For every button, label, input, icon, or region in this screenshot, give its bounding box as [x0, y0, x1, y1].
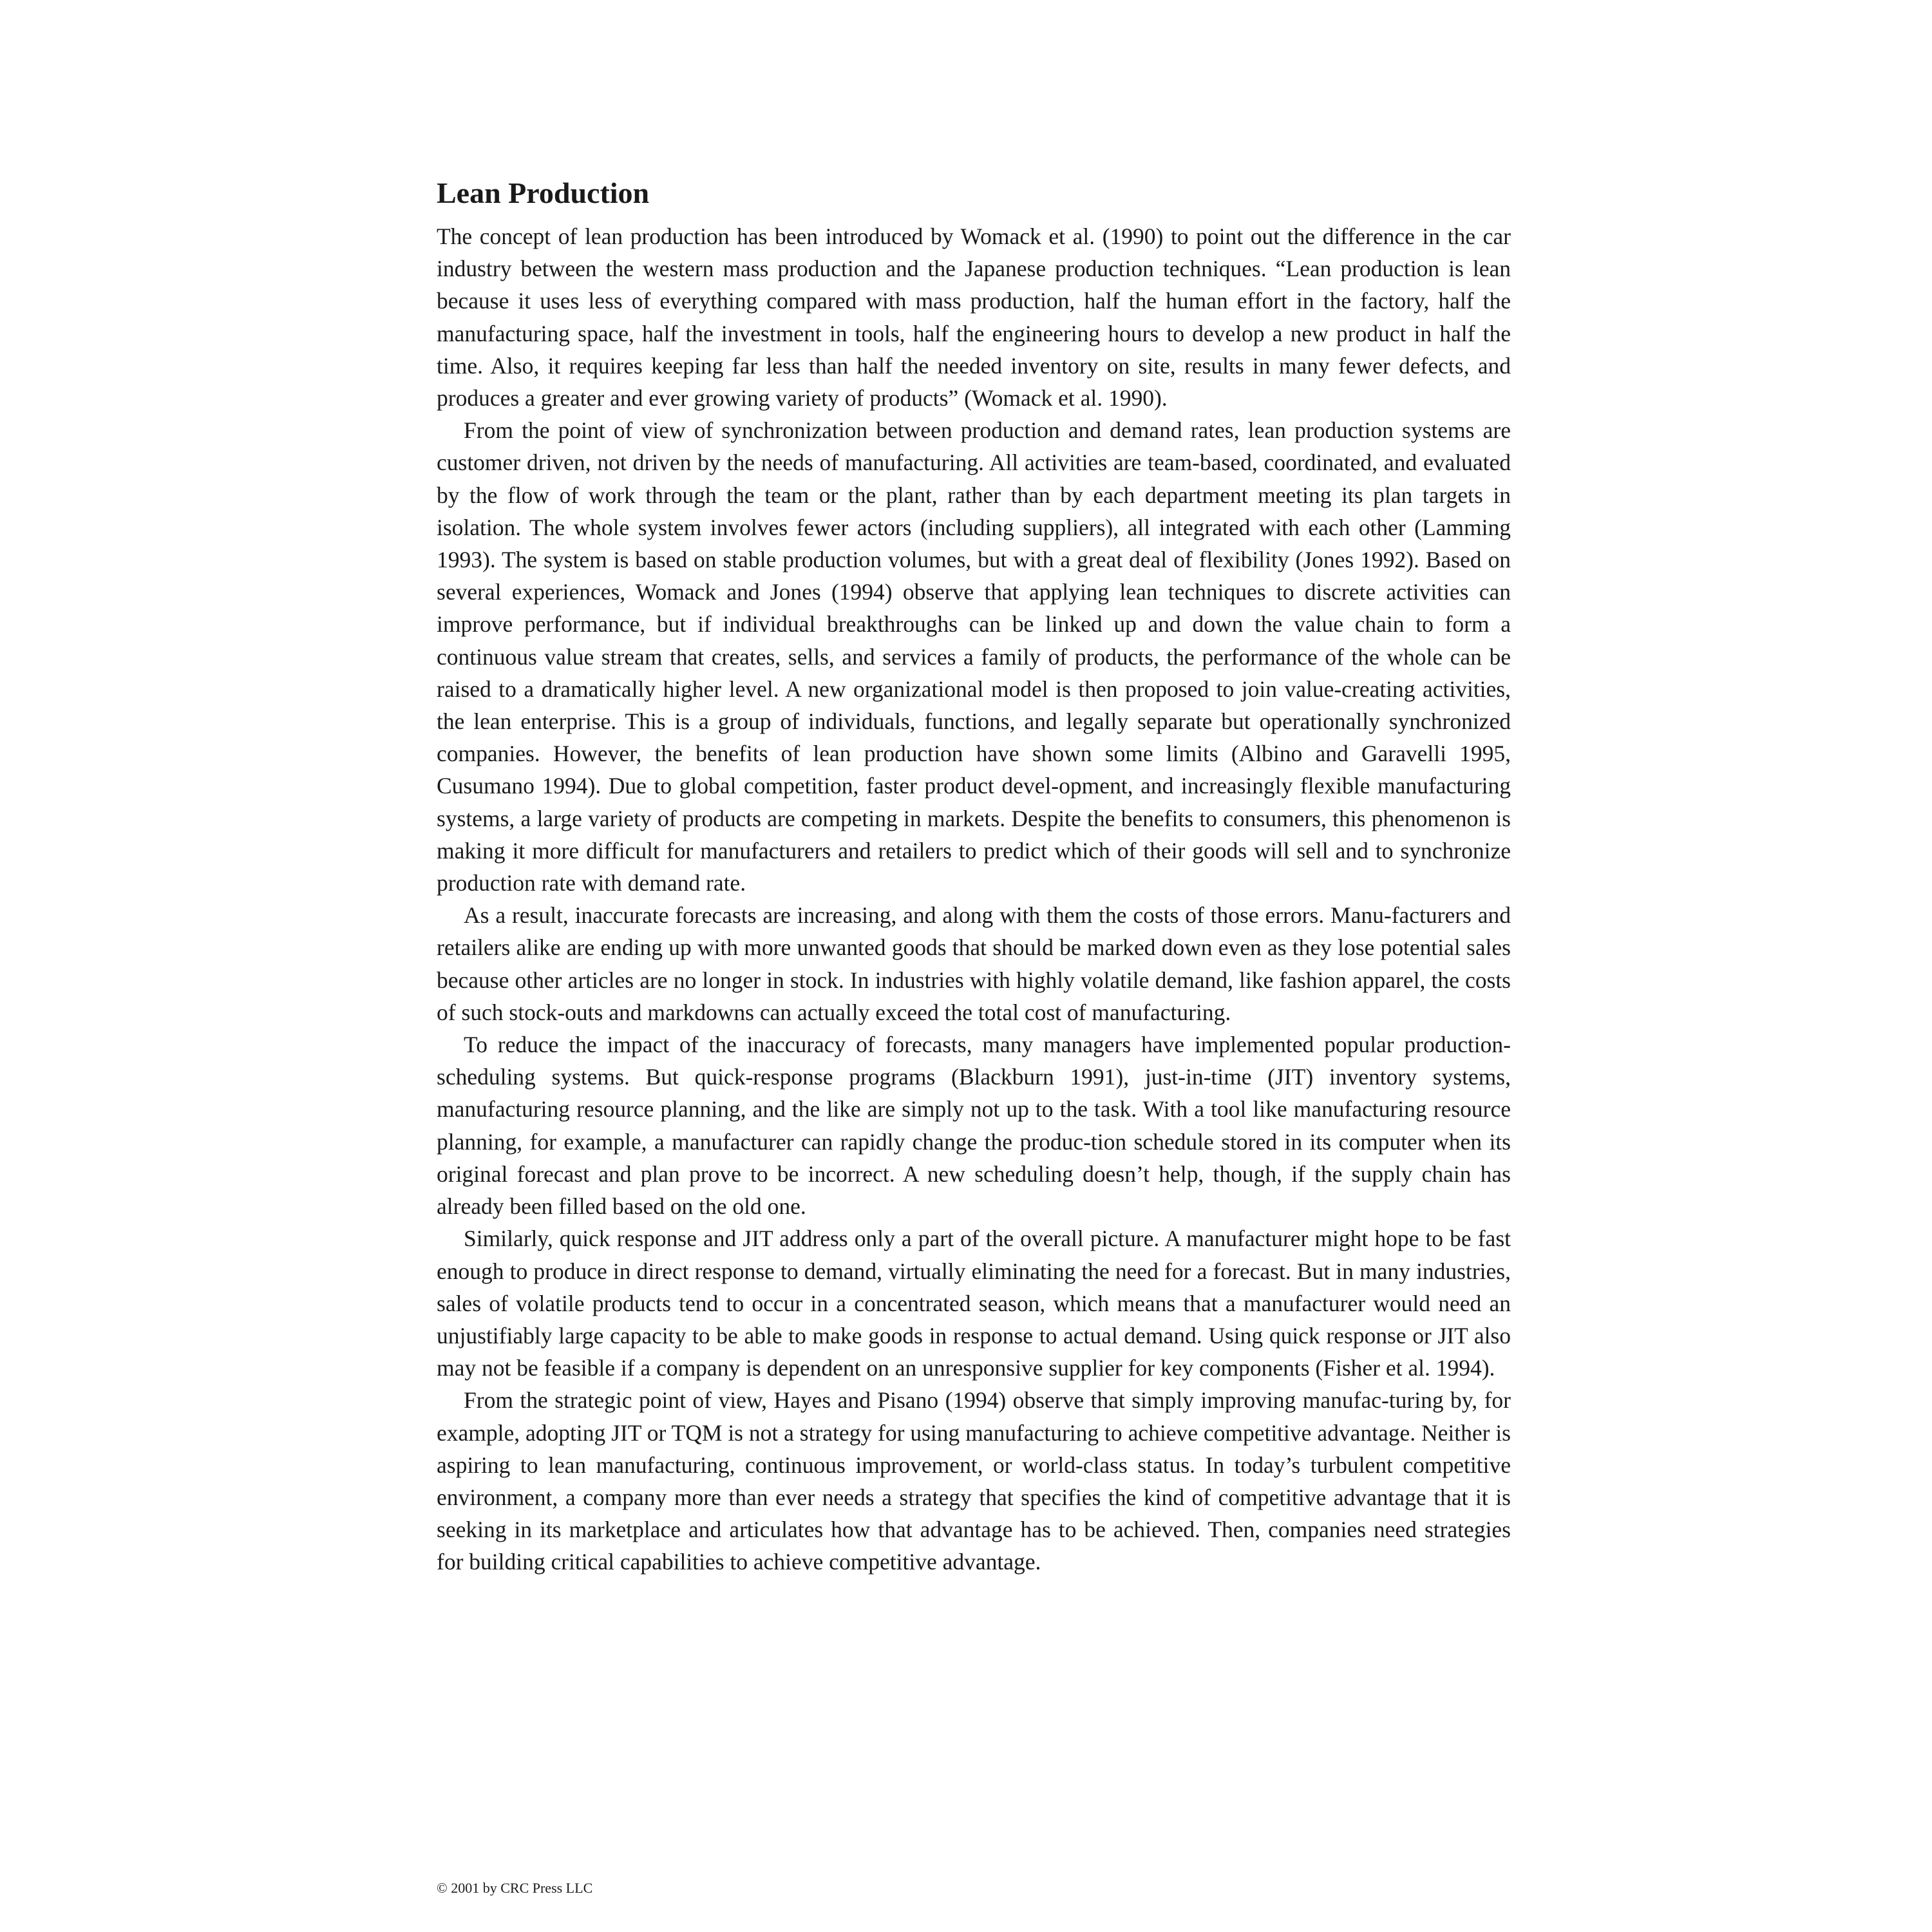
- paragraph-5: Similarly, quick response and JIT address only a part of the overall picture. A manufacturer might hope to be fast enough to produce in direct response to demand, virtually eliminating the need for a forecast. But in many industries, sales of volatile products tend to occur in a concentrated season, which means that a manufacturer would need an unjustifiably large capacity to be able to make goods in response to actual demand. Using quick response or JIT also may not be feasible if a company is dependent on an unresponsive supplier for key components (Fisher et al. 1994).: [437, 1226, 1511, 1381]
- body-text-column: [437, 174, 1511, 1578]
- paragraph-4: To reduce the impact of the inaccuracy of forecasts, many managers have implemented popular production-scheduling systems. But quick-response programs (Blackburn 1991), just-in-time (JIT) inventory systems, manufacturing resource planning, and the like are simply not up to the task. With a tool like manufacturing resource planning, for example, a manufacturer can rapidly change the produc-tion schedule stored in its computer when its original forecast and plan prove to be incorrect. A new scheduling doesn’t help, though, if the supply chain has already been filled based on the old one.: [437, 1032, 1511, 1220]
- copyright-footer: © 2001 by CRC Press LLC: [437, 1880, 593, 1896]
- paragraph-2: From the point of view of synchronization between production and demand rates, lean production systems are customer driven, not driven by the needs of manufacturing. All activities are team-based, coordinated, and evaluated by the flow of work through the team or the plant, rather than by each department meeting its plan targets in isolation. The whole system involves fewer actors (including suppliers), all integrated with each other (Lamming 1993). The system is based on stable production volumes, but with a great deal of flexibility (Jones 1992). Based on several experiences, Womack and Jones (1994) observe that applying lean techniques to discrete activities can improve performance, but if individual breakthroughs can be linked up and down the value chain to form a continuous value stream that creates, sells, and services a family of products, the performance of the whole can be raised to a dramatically higher level. A new organizational model is then proposed to join value-creating activities, the lean enterprise. This is a group of individuals, functions, and legally separate but operationally synchronized companies. However, the benefits of lean production have shown some limits (Albino and Garavelli 1995, Cusumano 1994). Due to global competition, faster product devel-opment, and increasingly flexible manufacturing systems, a large variety of products are competing in markets. Despite the benefits to consumers, this phenomenon is making it more difficult for manufacturers and retailers to predict which of their goods will sell and to synchronize production rate with demand rate.: [437, 417, 1511, 896]
- paragraph-6: From the strategic point of view, Hayes and Pisano (1994) observe that simply improving manufac-turing by, for example, adopting JIT or TQM is not a strategy for using manufacturing to achieve competitive advantage. Neither is aspiring to lean manufacturing, continuous improvement, or world-class status. In today’s turbulent competitive environment, a company more than ever needs a strategy that specifies the kind of competitive advantage that it is seeking in its marketplace and articulates how that advantage has to be achieved. Then, companies need strategies for building critical capabilities to achieve competitive advantage.: [437, 1387, 1511, 1575]
- paragraph-1: The concept of lean production has been introduced by Womack et al. (1990) to point out the difference in the car industry between the western mass production and the Japanese production techniques. “Lean production is lean because it uses less of everything compared with mass production, half the human effort in the factory, half the manufacturing space, half the investment in tools, half the engineering hours to develop a new product in half the time. Also, it requires keeping far less than half the needed inventory on site, results in many fewer defects, and produces a greater and ever growing variety of products” (Womack et al. 1990).: [437, 223, 1511, 412]
- section-heading: Lean Production: [437, 176, 650, 209]
- paragraph-3: As a result, inaccurate forecasts are increasing, and along with them the costs of those errors. Manu-facturers and retailers alike are ending up with more unwanted goods that should be marked down even as they lose potential sales because other articles are no longer in stock. In industries with highly volatile demand, like fashion apparel, the costs of such stock-outs and markdowns can actually exceed the total cost of manufacturing.: [437, 902, 1511, 1025]
